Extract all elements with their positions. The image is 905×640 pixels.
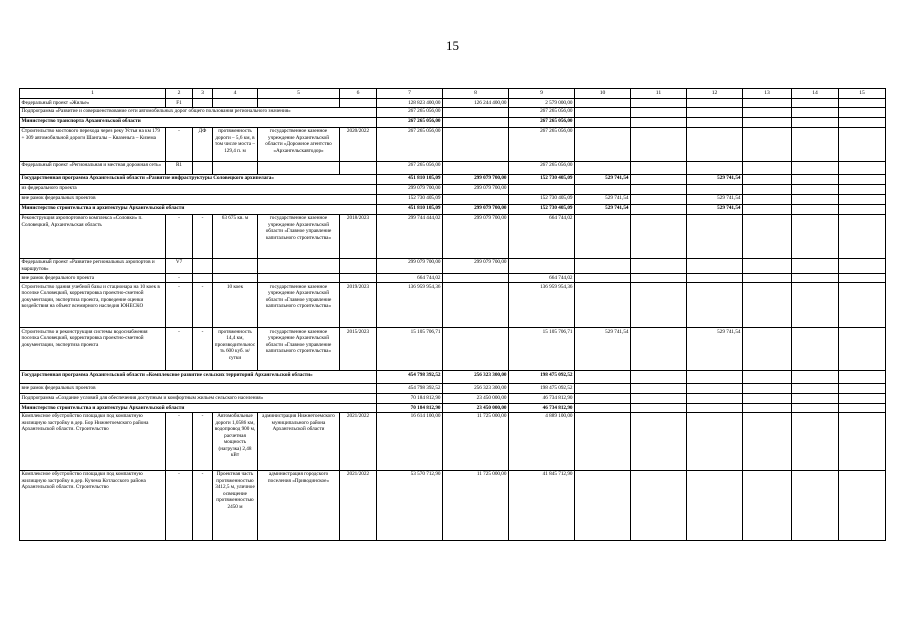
amount-cell bbox=[687, 117, 743, 127]
amount-cell: 299 079 700,00 bbox=[377, 258, 443, 273]
column-number: 7 bbox=[377, 89, 443, 99]
section-row bbox=[20, 107, 886, 117]
amount-cell bbox=[839, 107, 886, 117]
table-row bbox=[20, 214, 886, 258]
attribute-cell: 2019/2023 bbox=[340, 283, 377, 328]
amount-cell: 15 105 706,71 bbox=[509, 328, 575, 371]
amount-cell bbox=[687, 99, 743, 108]
amount-cell: 299 079 700,00 bbox=[377, 184, 443, 194]
amount-cell: 4 889 100,00 bbox=[509, 412, 575, 470]
column-number: 5 bbox=[258, 89, 340, 99]
attribute-cell: R1 bbox=[166, 161, 193, 174]
amount-cell bbox=[743, 404, 792, 413]
amount-cell: 267 265 056,00 bbox=[509, 127, 575, 161]
amount-cell bbox=[839, 328, 886, 371]
amount-cell: 256 323 300,00 bbox=[443, 371, 509, 384]
amount-cell bbox=[743, 127, 792, 161]
amount-cell: 70 184 812,90 bbox=[377, 404, 443, 413]
amount-cell: 16 614 100,00 bbox=[377, 412, 443, 470]
amount-cell bbox=[839, 214, 886, 258]
amount-cell: 299 079 700,00 bbox=[443, 204, 509, 214]
amount-cell bbox=[839, 204, 886, 214]
attribute-cell: 10 коек bbox=[213, 283, 258, 328]
column-number: 4 bbox=[213, 89, 258, 99]
amount-cell bbox=[509, 258, 575, 273]
amount-cell: 299 079 700,00 bbox=[443, 258, 509, 273]
item-name: Федеральный проект «Региональная и местная дорожная сеть» bbox=[20, 161, 166, 174]
item-name: Комплексное обустройство площадки под компактную жилищную застройку в дер. Бор Нижнетоемского района Архангельской области. Строительство bbox=[20, 412, 166, 470]
amount-cell bbox=[839, 258, 886, 273]
amount-cell bbox=[631, 328, 687, 371]
amount-cell: 152 730 405,09 bbox=[509, 174, 575, 184]
amount-cell bbox=[839, 394, 886, 404]
amount-cell: 15 105 706,71 bbox=[377, 328, 443, 371]
amount-cell bbox=[839, 412, 886, 470]
amount-cell bbox=[792, 394, 839, 404]
attribute-cell: - bbox=[166, 274, 193, 283]
item-name: Строительство мостового перехода через реку Устья на км 179 + 309 автомобильной дороги Шангалы – Квазеньга – Кизема bbox=[20, 127, 166, 161]
column-number: 14 bbox=[792, 89, 839, 99]
amount-cell bbox=[687, 214, 743, 258]
attribute-cell bbox=[340, 274, 377, 283]
amount-cell: 256 323 300,00 bbox=[443, 384, 509, 394]
item-name: Строительство здания учебной базы и стационара на 10 коек в поселке Соловецкий, корректировка проектно-сметной документации, экспертиза проекта, проведение оценки воздействия на объект всемирного наследия ЮНЕСКО bbox=[20, 283, 166, 328]
attribute-cell bbox=[258, 161, 340, 174]
amount-cell: 11 725 000,00 bbox=[443, 412, 509, 470]
amount-cell: 198 475 092,52 bbox=[509, 371, 575, 384]
attribute-cell: Автомобильные дороги 1,0586 км, водопровод 900 м, расчетная мощность (нагрузка) 2,48 кВт bbox=[213, 412, 258, 470]
amount-cell bbox=[631, 412, 687, 470]
amount-cell bbox=[631, 204, 687, 214]
table-row bbox=[20, 127, 886, 161]
attribute-cell bbox=[213, 99, 258, 108]
column-number: 1 bbox=[20, 89, 166, 99]
attribute-cell: - bbox=[193, 412, 213, 470]
amount-cell: 299 079 700,00 bbox=[443, 214, 509, 258]
attribute-cell bbox=[193, 258, 213, 273]
amount-cell: 451 810 105,09 bbox=[377, 204, 443, 214]
amount-cell: 2 579 000,00 bbox=[509, 99, 575, 108]
section-label: из федерального проекта bbox=[20, 184, 377, 194]
amount-cell bbox=[631, 394, 687, 404]
amount-cell bbox=[443, 328, 509, 371]
amount-cell: 451 810 105,09 bbox=[377, 174, 443, 184]
amount-cell bbox=[743, 258, 792, 273]
amount-cell bbox=[792, 161, 839, 174]
amount-cell bbox=[743, 99, 792, 108]
amount-cell bbox=[631, 99, 687, 108]
amount-cell: 23 450 000,00 bbox=[443, 394, 509, 404]
section-label: вне рамок федеральных проектов bbox=[20, 194, 377, 204]
amount-cell: 41 845 712,90 bbox=[509, 470, 575, 540]
amount-cell bbox=[575, 394, 631, 404]
section-label: Министерство строительства и архитектуры Архангельской области bbox=[20, 204, 377, 214]
amount-cell bbox=[743, 174, 792, 184]
amount-cell bbox=[743, 274, 792, 283]
amount-cell bbox=[687, 283, 743, 328]
attribute-cell: 2020/2022 bbox=[340, 127, 377, 161]
column-number: 9 bbox=[509, 89, 575, 99]
amount-cell bbox=[743, 470, 792, 540]
amount-cell bbox=[575, 371, 631, 384]
header-row bbox=[20, 89, 886, 99]
amount-cell bbox=[743, 394, 792, 404]
table-row bbox=[20, 161, 886, 174]
amount-cell bbox=[631, 283, 687, 328]
attribute-cell: ДФ bbox=[193, 127, 213, 161]
amount-cell bbox=[792, 204, 839, 214]
section-row bbox=[20, 184, 886, 194]
amount-cell bbox=[743, 161, 792, 174]
amount-cell: 267 265 056,00 bbox=[377, 107, 443, 117]
amount-cell bbox=[839, 283, 886, 328]
amount-cell: 267 265 056,00 bbox=[377, 117, 443, 127]
amount-cell bbox=[743, 371, 792, 384]
amount-cell: 529 741,54 bbox=[575, 328, 631, 371]
amount-cell bbox=[687, 258, 743, 273]
section-row bbox=[20, 384, 886, 394]
column-number: 15 bbox=[839, 89, 886, 99]
section-row bbox=[20, 174, 886, 184]
amount-cell bbox=[687, 394, 743, 404]
section-label: Подпрограмма «Развитие и совершенствование сети автомобильных дорог общего пользования регионального значения» bbox=[20, 107, 377, 117]
attribute-cell bbox=[258, 274, 340, 283]
attribute-cell: 2021/2022 bbox=[340, 412, 377, 470]
attribute-cell bbox=[213, 274, 258, 283]
attribute-cell: протяженность 14,4 км, производительность 600 куб. м/сутки bbox=[213, 328, 258, 371]
attribute-cell bbox=[193, 274, 213, 283]
amount-cell: 267 265 056,00 bbox=[377, 127, 443, 161]
item-name: вне рамок федерального проекта bbox=[20, 274, 166, 283]
amount-cell: 152 730 405,09 bbox=[509, 194, 575, 204]
table-row bbox=[20, 258, 886, 273]
attribute-cell bbox=[213, 161, 258, 174]
amount-cell bbox=[443, 117, 509, 127]
amount-cell bbox=[743, 214, 792, 258]
item-name: Реконструкция аэропортового комплекса «Соловки» п. Соловецкий, Архангельская область bbox=[20, 214, 166, 258]
amount-cell bbox=[631, 258, 687, 273]
amount-cell: 664 744,02 bbox=[509, 274, 575, 283]
amount-cell: 529 741,54 bbox=[687, 204, 743, 214]
column-number: 8 bbox=[443, 89, 509, 99]
table-row bbox=[20, 412, 886, 470]
item-name: Федеральный проект «Жилье» bbox=[20, 99, 166, 108]
amount-cell bbox=[839, 194, 886, 204]
attribute-cell: - bbox=[166, 412, 193, 470]
amount-cell: 529 741,54 bbox=[687, 328, 743, 371]
item-name: Строительство и реконструкция системы водоснабжения поселка Соловецкий, корректировка проектно-сметной документации, экспертиза проекта bbox=[20, 328, 166, 371]
amount-cell bbox=[575, 117, 631, 127]
amount-cell bbox=[743, 204, 792, 214]
amount-cell bbox=[575, 404, 631, 413]
section-label: вне рамок федеральных проектов bbox=[20, 384, 377, 394]
amount-cell bbox=[743, 107, 792, 117]
attribute-cell: государственное казенное учреждение Архангельской области «Главное управление капитального строительства» bbox=[258, 328, 340, 371]
attribute-cell: Проектная часть протяженностью 3412,5 м, уличное освещение протяженностью 2450 м bbox=[213, 470, 258, 540]
amount-cell bbox=[443, 161, 509, 174]
amount-cell: 664 744,02 bbox=[377, 274, 443, 283]
amount-cell bbox=[631, 117, 687, 127]
amount-cell bbox=[839, 127, 886, 161]
attribute-cell: - bbox=[193, 328, 213, 371]
amount-cell bbox=[792, 283, 839, 328]
section-row bbox=[20, 394, 886, 404]
amount-cell: 136 959 954,36 bbox=[509, 283, 575, 328]
amount-cell: 299 744 444,02 bbox=[377, 214, 443, 258]
section-row bbox=[20, 404, 886, 413]
attribute-cell: - bbox=[166, 470, 193, 540]
amount-cell bbox=[509, 184, 575, 194]
amount-cell bbox=[839, 371, 886, 384]
amount-cell bbox=[743, 384, 792, 394]
attribute-cell: - bbox=[166, 214, 193, 258]
attribute-cell bbox=[258, 99, 340, 108]
amount-cell bbox=[631, 371, 687, 384]
column-number: 12 bbox=[687, 89, 743, 99]
amount-cell bbox=[792, 107, 839, 117]
amount-cell bbox=[631, 274, 687, 283]
table-row bbox=[20, 470, 886, 540]
amount-cell bbox=[792, 470, 839, 540]
amount-cell bbox=[631, 384, 687, 394]
amount-cell bbox=[687, 470, 743, 540]
column-number: 11 bbox=[631, 89, 687, 99]
amount-cell: 46 734 812,90 bbox=[509, 404, 575, 413]
amount-cell bbox=[792, 328, 839, 371]
amount-cell bbox=[631, 107, 687, 117]
amount-cell bbox=[792, 174, 839, 184]
amount-cell bbox=[792, 404, 839, 413]
amount-cell bbox=[575, 214, 631, 258]
amount-cell bbox=[687, 412, 743, 470]
amount-cell bbox=[687, 161, 743, 174]
attribute-cell: государственное казенное учреждение Архангельской области «Главное управление капитального строительства» bbox=[258, 214, 340, 258]
amount-cell bbox=[792, 274, 839, 283]
column-number: 10 bbox=[575, 89, 631, 99]
amount-cell bbox=[687, 107, 743, 117]
amount-cell bbox=[743, 194, 792, 204]
attribute-cell: - bbox=[166, 283, 193, 328]
section-label: Министерство строительства и архитектуры Архангельской области bbox=[20, 404, 377, 413]
amount-cell bbox=[743, 184, 792, 194]
amount-cell bbox=[792, 117, 839, 127]
amount-cell: 126 244 400,00 bbox=[443, 99, 509, 108]
attribute-cell: F1 bbox=[166, 99, 193, 108]
attribute-cell: протяженность дороги – 5,6 км, в том числе моста – 129,4 п. м bbox=[213, 127, 258, 161]
attribute-cell: 2021/2022 bbox=[340, 470, 377, 540]
amount-cell bbox=[792, 99, 839, 108]
amount-cell: 299 079 700,00 bbox=[443, 174, 509, 184]
amount-cell bbox=[792, 412, 839, 470]
attribute-cell bbox=[258, 258, 340, 273]
amount-cell bbox=[839, 161, 886, 174]
amount-cell bbox=[443, 107, 509, 117]
column-number: 3 bbox=[193, 89, 213, 99]
amount-cell bbox=[631, 161, 687, 174]
attribute-cell: государственное казенное учреждение Архангельской области «Главное управление капитального строительства» bbox=[258, 283, 340, 328]
amount-cell: 23 450 000,00 bbox=[443, 404, 509, 413]
amount-cell: 454 798 392,52 bbox=[377, 384, 443, 394]
attribute-cell: V7 bbox=[166, 258, 193, 273]
column-number: 6 bbox=[340, 89, 377, 99]
amount-cell: 53 570 712,90 bbox=[377, 470, 443, 540]
amount-cell: 152 730 405,09 bbox=[377, 194, 443, 204]
amount-cell bbox=[839, 274, 886, 283]
amount-cell bbox=[687, 184, 743, 194]
amount-cell bbox=[687, 127, 743, 161]
amount-cell bbox=[575, 184, 631, 194]
amount-cell bbox=[575, 274, 631, 283]
amount-cell bbox=[743, 328, 792, 371]
amount-cell: 529 741,54 bbox=[687, 194, 743, 204]
amount-cell bbox=[575, 283, 631, 328]
amount-cell: 152 730 405,09 bbox=[509, 204, 575, 214]
amount-cell bbox=[443, 127, 509, 161]
amount-cell bbox=[792, 194, 839, 204]
table-row bbox=[20, 328, 886, 371]
amount-cell bbox=[631, 214, 687, 258]
attribute-cell: - bbox=[193, 283, 213, 328]
attribute-cell: 2018/2023 bbox=[340, 214, 377, 258]
attribute-cell bbox=[213, 258, 258, 273]
amount-cell: 70 184 812,90 bbox=[377, 394, 443, 404]
amount-cell bbox=[631, 127, 687, 161]
amount-cell bbox=[443, 274, 509, 283]
amount-cell bbox=[792, 384, 839, 394]
attribute-cell bbox=[193, 99, 213, 108]
budget-table bbox=[19, 88, 886, 541]
amount-cell bbox=[839, 174, 886, 184]
attribute-cell: 2015/2023 bbox=[340, 328, 377, 371]
section-label: Государственная программа Архангельской области «Развитие инфраструктуры Соловецкого архипелага» bbox=[20, 174, 377, 184]
section-label: Государственная программа Архангельской области «Комплексное развитие сельских территорий Архангельской области» bbox=[20, 371, 377, 384]
amount-cell bbox=[575, 412, 631, 470]
amount-cell bbox=[443, 194, 509, 204]
table-row bbox=[20, 99, 886, 108]
amount-cell bbox=[631, 194, 687, 204]
amount-cell bbox=[839, 99, 886, 108]
amount-cell: 46 734 812,90 bbox=[509, 394, 575, 404]
amount-cell bbox=[575, 99, 631, 108]
attribute-cell bbox=[340, 99, 377, 108]
amount-cell: 136 959 954,36 bbox=[377, 283, 443, 328]
attribute-cell: - bbox=[166, 127, 193, 161]
amount-cell bbox=[839, 470, 886, 540]
amount-cell bbox=[575, 161, 631, 174]
amount-cell: 267 265 056,00 bbox=[509, 107, 575, 117]
amount-cell: 267 265 056,00 bbox=[377, 161, 443, 174]
amount-cell bbox=[631, 404, 687, 413]
amount-cell bbox=[687, 274, 743, 283]
attribute-cell bbox=[340, 258, 377, 273]
attribute-cell bbox=[193, 161, 213, 174]
amount-cell bbox=[443, 283, 509, 328]
page-number: 15 bbox=[446, 38, 459, 53]
amount-cell bbox=[687, 384, 743, 394]
amount-cell bbox=[839, 384, 886, 394]
attribute-cell bbox=[340, 161, 377, 174]
amount-cell bbox=[792, 214, 839, 258]
item-name: Комплексное обустройство площадки под компактную жилищную застройку в дер. Кучема Котласского района Архангельской области. Строительство bbox=[20, 470, 166, 540]
attribute-cell: - bbox=[193, 470, 213, 540]
amount-cell bbox=[631, 174, 687, 184]
amount-cell bbox=[575, 107, 631, 117]
section-label: Министерство транспорта Архангельской области bbox=[20, 117, 377, 127]
amount-cell bbox=[743, 117, 792, 127]
attribute-cell: государственное казенное учреждение Архангельской области «Дорожное агентство «Архангельскавтодор» bbox=[258, 127, 340, 161]
amount-cell bbox=[743, 283, 792, 328]
amount-cell bbox=[575, 258, 631, 273]
item-name: Федеральный проект «Развитие региональных аэропортов и маршрутов» bbox=[20, 258, 166, 273]
amount-cell bbox=[839, 404, 886, 413]
attribute-cell: администрация городского поселения «Приводинское» bbox=[258, 470, 340, 540]
amount-cell bbox=[792, 184, 839, 194]
amount-cell bbox=[792, 127, 839, 161]
amount-cell: 454 798 392,52 bbox=[377, 371, 443, 384]
amount-cell: 529 741,54 bbox=[575, 204, 631, 214]
amount-cell bbox=[743, 412, 792, 470]
amount-cell bbox=[687, 404, 743, 413]
amount-cell bbox=[839, 117, 886, 127]
amount-cell: 299 079 700,00 bbox=[443, 184, 509, 194]
amount-cell: 267 265 056,00 bbox=[509, 117, 575, 127]
amount-cell: 664 744,02 bbox=[509, 214, 575, 258]
table-row bbox=[20, 274, 886, 283]
table-row bbox=[20, 283, 886, 328]
amount-cell bbox=[792, 371, 839, 384]
amount-cell bbox=[575, 127, 631, 161]
section-label: Подпрограмма «Создание условий для обеспечения доступным и комфортным жильем сельского населения» bbox=[20, 394, 377, 404]
section-row bbox=[20, 371, 886, 384]
attribute-cell: - bbox=[193, 214, 213, 258]
section-row bbox=[20, 194, 886, 204]
amount-cell: 11 725 000,00 bbox=[443, 470, 509, 540]
attribute-cell: - bbox=[166, 328, 193, 371]
amount-cell: 529 741,54 bbox=[575, 174, 631, 184]
attribute-cell: администрация Нижнетоемского муниципального района Архангельской области bbox=[258, 412, 340, 470]
amount-cell: 198 475 092,52 bbox=[509, 384, 575, 394]
amount-cell bbox=[631, 470, 687, 540]
attribute-cell: 63 675 кв. м bbox=[213, 214, 258, 258]
amount-cell bbox=[575, 384, 631, 394]
amount-cell: 529 741,54 bbox=[575, 194, 631, 204]
section-row bbox=[20, 117, 886, 127]
amount-cell bbox=[839, 184, 886, 194]
amount-cell bbox=[687, 371, 743, 384]
amount-cell bbox=[792, 258, 839, 273]
section-row bbox=[20, 204, 886, 214]
amount-cell: 529 741,54 bbox=[687, 174, 743, 184]
amount-cell bbox=[575, 470, 631, 540]
amount-cell: 267 265 056,00 bbox=[509, 161, 575, 174]
column-number: 13 bbox=[743, 89, 792, 99]
amount-cell bbox=[631, 184, 687, 194]
amount-cell: 128 823 400,00 bbox=[377, 99, 443, 108]
column-number: 2 bbox=[166, 89, 193, 99]
